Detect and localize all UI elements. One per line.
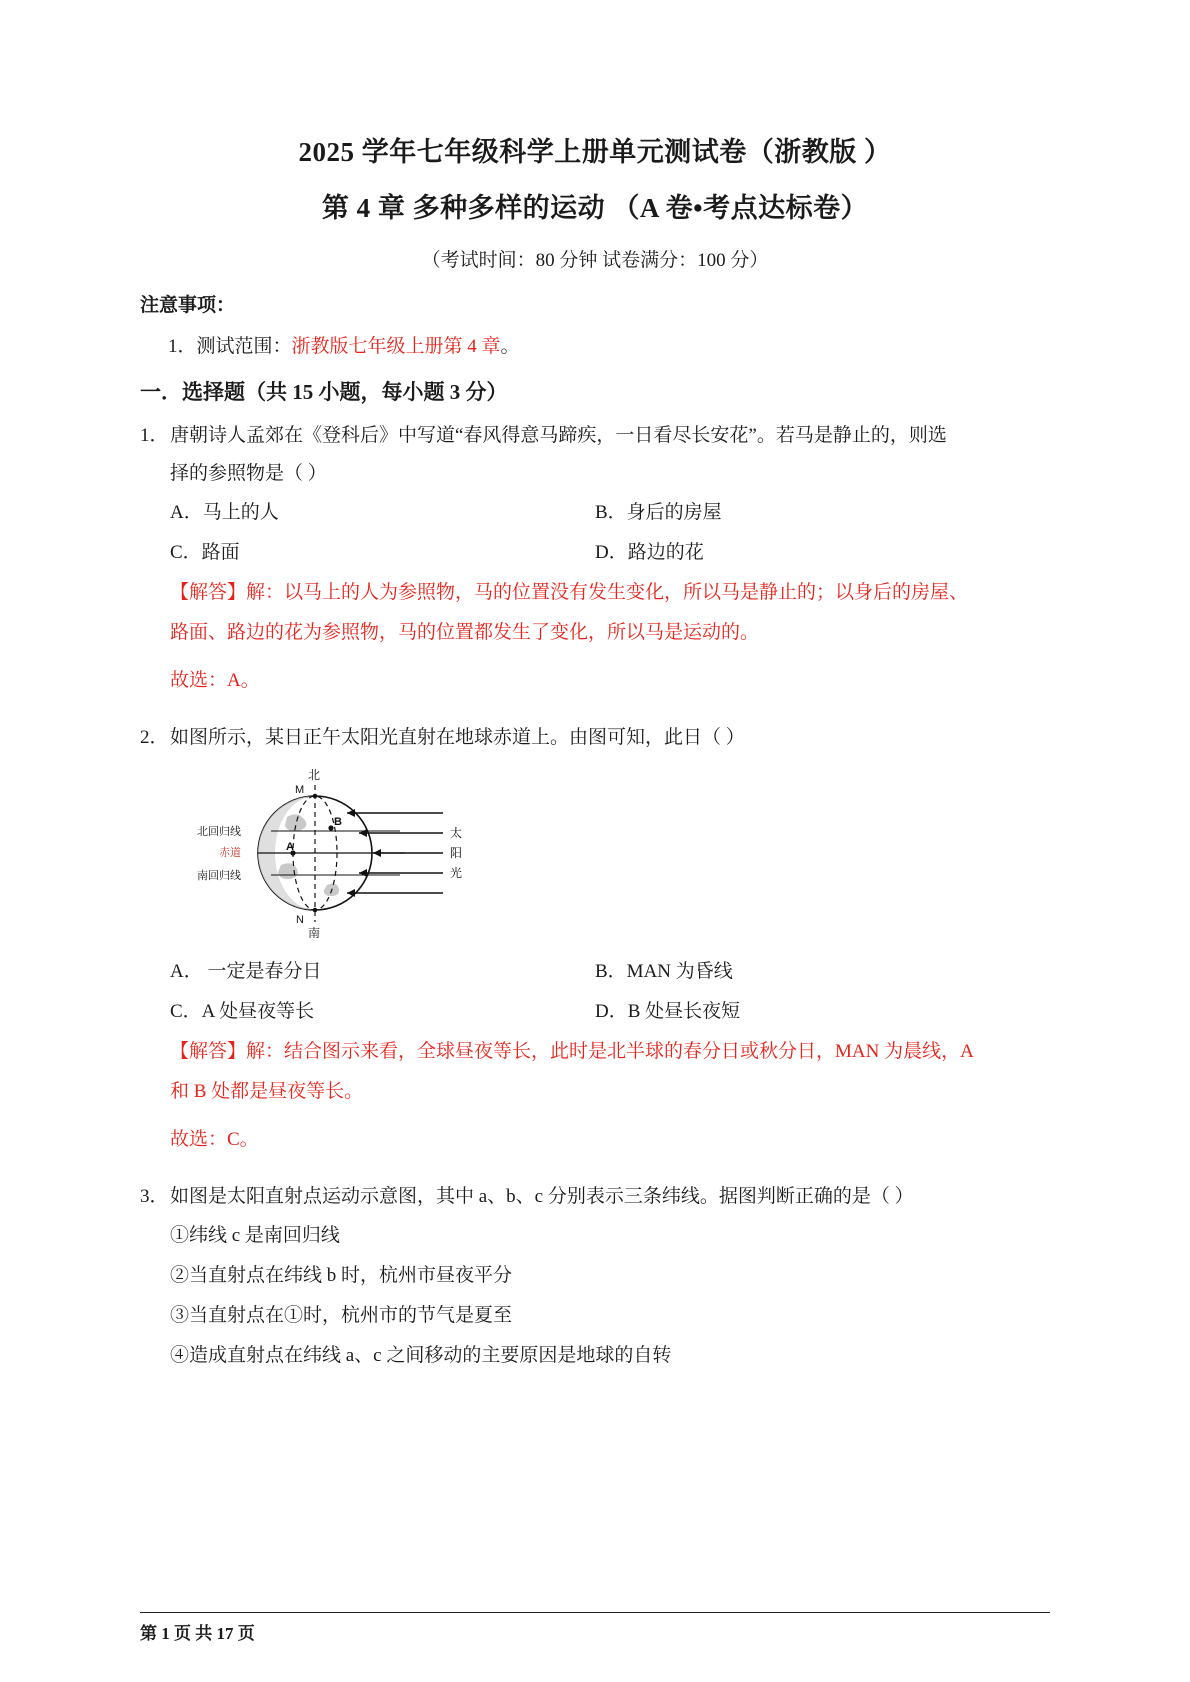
svg-text:南: 南 — [308, 926, 321, 940]
question-3-number: 3． — [140, 1186, 169, 1207]
notice-item-1-suffix: 。 — [500, 336, 520, 357]
question-1-number: 1． — [140, 425, 169, 446]
question-2-answer-line-1: 【解答】解：结合图示来看，全球昼夜等长，此时是北半球的春分日或秋分日，MAN 为晨线，A — [170, 1041, 974, 1062]
question-3-statement-3: ③当直射点在①时，杭州市的节气是夏至 — [170, 1305, 513, 1326]
question-2-options-row-2 — [140, 992, 1050, 1032]
question-2-choose: 故选：C。 — [170, 1129, 259, 1150]
section-heading-choice: 一．选择题（共 15 小题，每小题 3 分） — [140, 380, 508, 404]
page-number: 第 1 页 共 17 页 — [140, 1624, 255, 1643]
question-1-option-c[interactable]: C．路面 — [170, 542, 240, 563]
earth-sunlight-diagram — [195, 765, 485, 940]
svg-text:阳: 阳 — [450, 846, 463, 860]
svg-text:B: B — [334, 816, 342, 828]
question-3-statement-4: ④造成直射点在纬线 a、c 之间移动的主要原因是地球的自转 — [170, 1345, 672, 1366]
question-1-text-line2: 择的参照物是（ ） — [170, 463, 327, 484]
notice-item-1-range: 浙教版七年级上册第 4 章 — [291, 336, 501, 357]
question-2-number: 2． — [140, 727, 169, 748]
svg-text:赤道: 赤道 — [219, 847, 241, 859]
question-1-options-row-1 — [140, 493, 1050, 533]
question-1-option-a[interactable]: A．马上的人 — [170, 502, 279, 523]
question-3 — [140, 1178, 1050, 1376]
question-1-option-d[interactable]: D．路边的花 — [595, 542, 704, 563]
svg-text:N: N — [296, 914, 304, 926]
question-3-statement-1: ①纬线 c 是南回归线 — [170, 1225, 340, 1246]
question-1-options-row-2 — [140, 533, 1050, 573]
page-title: 2025 学年七年级科学上册单元测试卷（浙教版 ） — [298, 137, 892, 167]
notice-heading: 注意事项： — [140, 295, 236, 316]
question-1-choose: 故选：A。 — [170, 670, 260, 691]
svg-text:M: M — [295, 784, 305, 796]
question-2-option-b[interactable]: B．MAN 为昏线 — [595, 961, 733, 982]
question-1-text-line1: 唐朝诗人孟郊在《登科后》中写道“春风得意马蹄疾，一日看尽长安花”。若马是静止的，则选 — [170, 425, 947, 446]
page-footer — [140, 1612, 1050, 1644]
question-2-option-a[interactable]: A． 一定是春分日 — [170, 961, 322, 982]
question-2 — [140, 719, 1050, 1160]
page-subtitle: 第 4 章 多种多样的运动 （A 卷•考点达标卷） — [321, 193, 869, 223]
question-3-statement-2: ②当直射点在纬线 b 时，杭州市昼夜平分 — [170, 1265, 513, 1286]
question-3-text-line1: 如图是太阳直射点运动示意图，其中 a、b、c 分别表示三条纬线。据图判断正确的是（ ） — [170, 1186, 914, 1207]
svg-text:北回归线: 北回归线 — [197, 826, 241, 838]
svg-text:南回归线: 南回归线 — [197, 870, 241, 882]
svg-text:A: A — [286, 841, 294, 853]
svg-text:北: 北 — [308, 768, 321, 782]
exam-info: （考试时间：80 分钟 试卷满分：100 分） — [421, 250, 769, 271]
question-1-option-b[interactable]: B．身后的房屋 — [595, 502, 722, 523]
question-2-options-row-1 — [140, 952, 1050, 992]
question-2-option-d[interactable]: D．B 处昼长夜短 — [595, 1001, 741, 1022]
notice-item-1 — [140, 327, 1050, 367]
question-2-answer-line-2: 和 B 处都是昼夜等长。 — [170, 1081, 364, 1102]
svg-text:光: 光 — [450, 866, 463, 880]
svg-text:太: 太 — [450, 826, 463, 840]
notice-item-1-prefix: 1．测试范围： — [168, 336, 292, 357]
question-2-option-c[interactable]: C．A 处昼夜等长 — [170, 1001, 315, 1022]
question-1-answer-line-2: 路面、路边的花为参照物，马的位置都发生了变化，所以马是运动的。 — [170, 622, 760, 643]
question-1-answer-line-1: 【解答】解：以马上的人为参照物，马的位置没有发生变化，所以马是静止的；以身后的房屋、 — [170, 582, 969, 603]
question-2-text-line1: 如图所示，某日正午太阳光直射在地球赤道上。由图可知，此日（ ） — [170, 727, 745, 748]
question-1 — [140, 417, 1050, 701]
question-2-figure — [140, 765, 1050, 946]
